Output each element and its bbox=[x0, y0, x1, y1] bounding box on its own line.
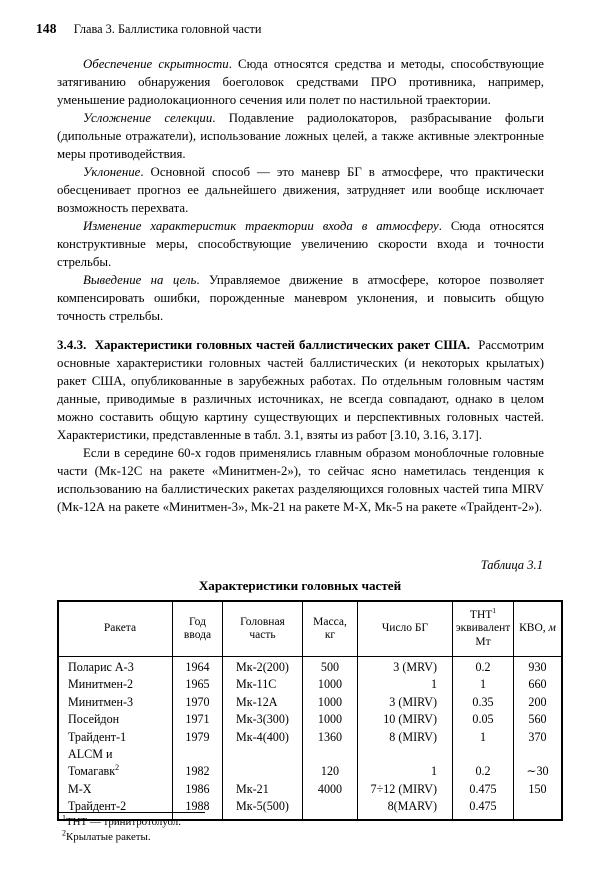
cell-cep: ∼30 bbox=[514, 763, 563, 780]
cell-rocket: Трайдент-2 bbox=[58, 798, 173, 819]
cell-year: 1986 bbox=[173, 781, 223, 798]
cell-cep: 150 bbox=[514, 781, 563, 798]
cell-mass: 120 bbox=[303, 763, 358, 780]
paragraph-lead-in: Усложнение селекции bbox=[83, 111, 213, 125]
cell-cep: 560 bbox=[514, 711, 563, 728]
cell-tnt: 0.05 bbox=[453, 711, 514, 728]
paragraph-uklonenie bbox=[57, 163, 544, 217]
cell-cep: 370 bbox=[514, 729, 563, 746]
cell-warhead: Мк-11С bbox=[223, 676, 303, 693]
table-row bbox=[58, 676, 562, 693]
cell-mass: 1000 bbox=[303, 676, 358, 693]
cell-tnt: 0.2 bbox=[453, 657, 514, 677]
footnote-item-1 bbox=[62, 815, 462, 830]
cell-year: 1971 bbox=[173, 711, 223, 728]
table-row bbox=[58, 781, 562, 798]
column-header-warhead bbox=[223, 601, 303, 657]
paragraph-izmenenie-harakteristik bbox=[57, 217, 544, 271]
cell-rocket: Поларис А-3 bbox=[58, 657, 173, 677]
cell-tnt bbox=[453, 746, 514, 763]
column-header-tnt bbox=[453, 601, 514, 657]
footnote-list bbox=[62, 815, 462, 844]
cell-year: 1970 bbox=[173, 694, 223, 711]
cell-rocket: М-Х bbox=[58, 781, 173, 798]
cell-count: 3 (MRV) bbox=[358, 657, 453, 677]
chapter-title: Глава 3. Баллистика головной части bbox=[73, 22, 262, 36]
cell-rocket: Минитмен-2 bbox=[58, 676, 173, 693]
paragraph-lead-in: Обеспечение скрытности bbox=[83, 57, 229, 71]
cell-warhead: Мк-5(500) bbox=[223, 798, 303, 819]
section-title: Характеристики головных частей баллистических ракет США. bbox=[94, 338, 470, 352]
cell-tnt: 0.2 bbox=[453, 763, 514, 780]
cell-tnt: 0.35 bbox=[453, 694, 514, 711]
column-header-tnt-unit: Мт bbox=[475, 635, 491, 648]
cell-cep: 660 bbox=[514, 676, 563, 693]
table-caption: Характеристики головных частей bbox=[198, 578, 402, 593]
cell-count: 3 (MIRV) bbox=[358, 694, 453, 711]
cell-warhead: Мк-3(300) bbox=[223, 711, 303, 728]
cell-mass: 4000 bbox=[303, 781, 358, 798]
paragraph-lead-in: Выведение на цель bbox=[83, 273, 197, 287]
section-body-text: Рассмотрим основные характеристики головных частей баллистических (и некоторых крылатых) ракет США, опубликованные в зарубежных работах. По отдельным головным частям данные, приводимые в различных источниках, не всегда совпадают, однако в целом можно составить общую картину существующих и перспективных головных частей. Характеристики, представленные в табл. 3.1, взяты из работ [3.10, 3.16, 3.17]. bbox=[57, 338, 545, 442]
cell-year: 1979 bbox=[173, 729, 223, 746]
footnote-ref-1: 1 bbox=[492, 606, 497, 616]
cell-warhead bbox=[223, 763, 303, 780]
cell-tnt: 1 bbox=[453, 676, 514, 693]
cell-tnt: 0.475 bbox=[453, 781, 514, 798]
footnote-separator-rule bbox=[57, 812, 205, 813]
running-head bbox=[36, 22, 556, 37]
column-header-year bbox=[173, 601, 223, 657]
cell-warhead: Мк-21 bbox=[223, 781, 303, 798]
cell-warhead: Мк-4(400) bbox=[223, 729, 303, 746]
table-row bbox=[58, 729, 562, 746]
cell-cep bbox=[514, 798, 563, 819]
cell-count: 8 (MIRV) bbox=[358, 729, 453, 746]
table-head bbox=[58, 601, 562, 657]
paragraph-text: . Подавление радиолокаторов, разбрасывание фольги (дипольные отражатели), использование ложных целей, а также активные электронные меры противодействия. bbox=[57, 111, 544, 161]
paragraph-text: Если в середине 60-х годов применялись главным образом моноблочные головные части (Мк-12С на ракете «Минитмен-2»), то сейчас ясно наметилась тенденция к использованию на баллистических ракетах разделяющихся головных частей типа MIRV (Мк-12А на ракете «Минитмен-3», Мк-21 на ракете М-Х, Мк-5 на ракете «Трайдент-2»). bbox=[57, 446, 544, 514]
paragraph-lead-in: Изменение характеристик траектории входа в атмосферу bbox=[83, 219, 439, 233]
cell-count: 7÷12 (MIRV) bbox=[358, 781, 453, 798]
column-header-mass: Масса, кг bbox=[303, 601, 358, 657]
table-row bbox=[58, 746, 562, 763]
table-row bbox=[58, 711, 562, 728]
table-header-row bbox=[58, 601, 562, 657]
paragraph-mirv-tendency bbox=[57, 444, 544, 516]
page-number: 148 bbox=[36, 21, 57, 36]
cell-rocket: Трайдент-1 bbox=[58, 729, 173, 746]
paragraph-lead-in: Уклонение bbox=[83, 165, 141, 179]
column-header-cep-line: КВО, м bbox=[519, 622, 556, 635]
cell-rocket: Минитмен-3 bbox=[58, 694, 173, 711]
cell-count bbox=[358, 746, 453, 763]
footnote-text: Крылатые ракеты. bbox=[66, 830, 151, 843]
cell-cep bbox=[514, 746, 563, 763]
paragraph-text: . Основной способ — это маневр БГ в атмосфере, что практически обесценивает прогноз ее дальнейшего движения, затрудняет или вообще исключает возможность перехвата. bbox=[57, 165, 544, 215]
paragraph-text: . Сюда относятся средства и методы, способствующие затягиванию обнаружения боеголовок средствами ПРО противника, например, уменьшение радиолокационного сечения или полет по настильной траектории. bbox=[57, 57, 544, 107]
body-text-column bbox=[57, 55, 544, 516]
section-number: 3.4.3. bbox=[57, 338, 87, 352]
column-header-tnt-l1: ТНТ$^1$ bbox=[469, 606, 497, 621]
cell-mass: 1000 bbox=[303, 711, 358, 728]
cell-warhead: Мк-2(200) bbox=[223, 657, 303, 677]
cell-count: 8(MARV) bbox=[358, 798, 453, 819]
footnote-mark: 1 bbox=[62, 813, 66, 823]
cell-mass: 1000 bbox=[303, 694, 358, 711]
column-header-mass-unit: кг bbox=[324, 629, 336, 641]
footnote-item-2 bbox=[62, 827, 462, 845]
cell-cep: 930 bbox=[514, 657, 563, 677]
cell-mass: 500 bbox=[303, 657, 358, 677]
table-row bbox=[58, 694, 562, 711]
cell-tnt: 0.475 bbox=[453, 798, 514, 819]
table-number-label: Таблица 3.1 bbox=[480, 558, 543, 572]
cell-count: 1 bbox=[358, 676, 453, 693]
cell-year: 1988 bbox=[173, 798, 223, 819]
table-row bbox=[58, 657, 562, 677]
cell-warhead bbox=[223, 746, 303, 763]
footnote-ref-2: 2 bbox=[115, 763, 120, 773]
paragraph-selekciya bbox=[57, 109, 544, 163]
paragraph-text: . Сюда относятся конструктивные меры, способствующие увеличению скорости входа и точности стрельбы. bbox=[57, 219, 544, 269]
cell-mass bbox=[303, 746, 358, 763]
paragraph-vyvedenie-na-cel bbox=[57, 271, 544, 325]
cell-count: 1 bbox=[358, 763, 453, 780]
footnote-text: ТНТ — тринитротолуол. bbox=[66, 816, 181, 828]
column-header-rocket: Ракета bbox=[58, 601, 173, 657]
column-header-warhead-l2: часть bbox=[249, 629, 276, 641]
cell-year: 1982 bbox=[173, 763, 223, 780]
cell-rocket: Томагавк$^2$ bbox=[58, 763, 173, 780]
characteristics-table bbox=[57, 600, 563, 821]
cell-tnt: 1 bbox=[453, 729, 514, 746]
paragraph-skrytnost bbox=[57, 55, 544, 109]
column-header-warhead-count: Число БГ bbox=[358, 601, 453, 657]
cell-cep: 200 bbox=[514, 694, 563, 711]
section-heading-3-4-3 bbox=[57, 336, 544, 444]
cell-rocket: Посейдон bbox=[58, 711, 173, 728]
cell-year: 1964 bbox=[173, 657, 223, 677]
column-header-tnt-l2: эквивалент bbox=[455, 622, 511, 635]
column-header-warhead-l1: Головная bbox=[240, 615, 285, 628]
paragraph-text: . Управляемое движение в атмосфере, которое позволяет компенсировать ошибки, порожденные маневром уклонения, и повысить общую точность стрельбы. bbox=[57, 273, 544, 323]
column-header-year-l1: Год bbox=[189, 615, 206, 628]
cell-mass: 1360 bbox=[303, 729, 358, 746]
column-header-year-l2: ввода bbox=[183, 629, 212, 641]
cell-year bbox=[173, 746, 223, 763]
cell-rocket: ALCM и bbox=[58, 746, 173, 763]
table-row bbox=[58, 763, 562, 780]
column-header-cep bbox=[514, 601, 563, 657]
cell-year: 1965 bbox=[173, 676, 223, 693]
cell-count: 10 (MIRV) bbox=[358, 711, 453, 728]
table-container bbox=[57, 600, 556, 821]
footnote-mark: 2 bbox=[62, 827, 66, 837]
cell-warhead: Мк-12А bbox=[223, 694, 303, 711]
